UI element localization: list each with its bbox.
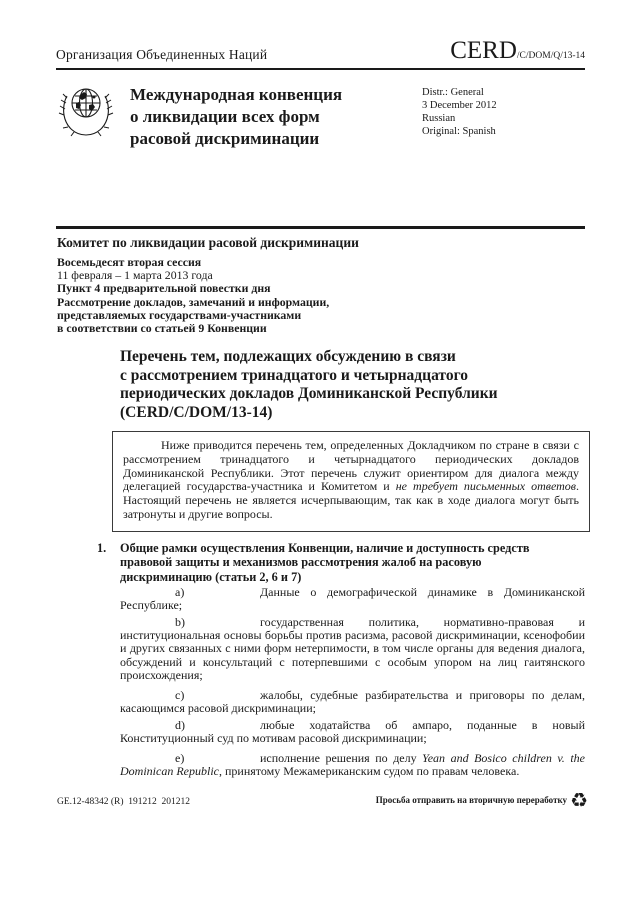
un-emblem-icon <box>56 82 116 138</box>
list-item-b <box>120 616 585 682</box>
list-item-c <box>120 689 585 715</box>
item-text: Данные о демографической динамике в Доминиканской Республике; <box>120 585 585 613</box>
document-symbol-main: CERD <box>450 37 517 64</box>
masthead <box>56 82 342 150</box>
committee-name: Комитет по ликвидации расовой дискриминации <box>57 235 359 250</box>
item-text: любые ходатайства об ампаро, поданные в новый Конституционный суд по мотивам расовой дискриминации; <box>120 718 585 746</box>
item-label: d) <box>175 718 185 732</box>
document-title-line: (CERD/C/DOM/13-14) <box>120 403 273 421</box>
summary-text-italic: не требует письменных ответов <box>395 479 577 494</box>
summary-paragraph <box>123 439 579 522</box>
recycle-icon: ♻ <box>570 788 588 812</box>
section-heading-line: Общие рамки осуществления Конвенции, наличие и доступность средств <box>120 541 530 555</box>
section-heading-line: дискриминацию (статьи 2, 6 и 7) <box>120 569 302 584</box>
committee-block <box>57 235 527 335</box>
item-label: a) <box>175 585 185 599</box>
case-name-italic: Yean and Bosico children v. the Dominican Republic <box>120 751 585 779</box>
distr-line: Distr.: General <box>422 87 484 98</box>
agenda-line: Рассмотрение докладов, замечаний и информации, <box>57 294 330 309</box>
section-1-number: 1. <box>97 541 107 555</box>
document-title-line: Перечень тем, подлежащих обсуждению в связи <box>120 348 456 365</box>
item-text: исполнение решения по делу <box>260 751 423 765</box>
convention-title <box>130 84 342 150</box>
organization-name: Организация Объединенных Наций <box>56 47 268 62</box>
page-header <box>56 38 585 70</box>
distr-line: Original: Spanish <box>422 126 496 137</box>
horizontal-rule <box>56 226 585 229</box>
summary-box <box>112 431 590 532</box>
document-title <box>120 348 590 422</box>
list-item-e <box>120 752 585 778</box>
convention-title-line: о ликвидации всех форм <box>130 107 320 126</box>
summary-text: . Настоящий перечень не является исчерпывающим, так как в ходе диалога могут быть затронуты и другие вопросы. <box>123 479 580 521</box>
agenda-line: в соответствии со статьей 9 Конвенции <box>57 321 267 336</box>
footer-recycle <box>376 790 588 810</box>
document-symbol <box>450 38 585 63</box>
list-item-a <box>120 586 585 612</box>
document-symbol-suffix: /C/DOM/Q/13-14 <box>516 51 585 61</box>
distr-line: 3 December 2012 <box>422 100 497 111</box>
item-text: жалобы, судебные разбирательства и приговоры по делам, касающимся расовой дискриминации; <box>120 688 585 716</box>
recycle-note: Просьба отправить на вторичную переработку <box>375 795 568 805</box>
agenda-line: представляемых государствами-участниками <box>57 307 302 322</box>
document-title-line: с рассмотрением тринадцатого и четырнадцатого <box>120 366 468 384</box>
item-label: c) <box>175 688 185 702</box>
section-heading-line: правовой защиты и механизмов рассмотрения жалоб на расовую <box>120 555 482 570</box>
item-text: , принятому Межамериканским судом по правам человека. <box>218 764 520 779</box>
section-1-heading <box>97 541 586 584</box>
distr-line: Russian <box>422 113 456 124</box>
item-label: e) <box>175 751 185 765</box>
summary-text: Ниже приводится перечень тем, определенных Докладчиком по стране в связи с рассмотрением тринадцатого и четырнадцатого периодических докладов Доминиканской Республики. Этот перечень служит ориентиром для диалога между делегацией государства-участника и Комитетом и <box>123 438 579 494</box>
distribution-info <box>422 86 497 138</box>
session-title: Восемьдесят вторая сессия <box>57 255 202 269</box>
agenda-item: Пункт 4 предварительной повестки дня <box>57 281 271 296</box>
list-item-d <box>120 719 585 745</box>
document-title-line: периодических докладов Доминиканской Республики <box>120 385 498 402</box>
session-dates: 11 февраля – 1 марта 2013 года <box>57 268 213 283</box>
item-label: b) <box>175 615 185 629</box>
convention-title-line: расовой дискриминации <box>130 129 320 148</box>
footer-reference: GE.12-48342 (R) 191212 201212 <box>57 797 190 807</box>
item-text: государственная политика, нормативно-правовая и институциональная основы борьбы против расизма, расовой дискриминации, ксенофобии и других связанных с ними форм нетерпимости, в том числе органы для ведения диалога, обсуждений и консультаций с потерпевшими с особым упором на лиц гаитянского происхождения; <box>120 615 585 682</box>
convention-title-line: Международная конвенция <box>130 85 343 104</box>
